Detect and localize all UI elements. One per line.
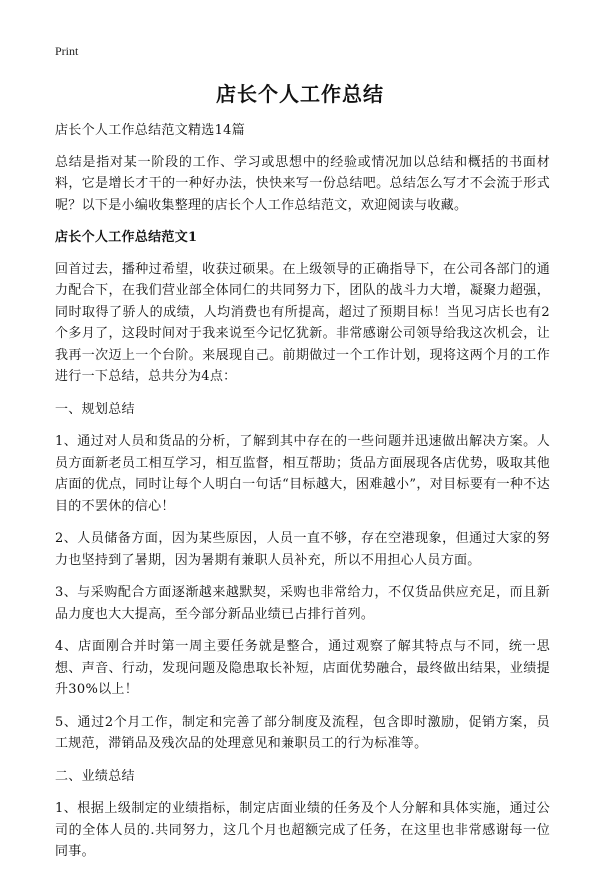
sample-heading: 店长个人工作总结范文1	[55, 230, 198, 245]
part2-item: 1、根据上级制定的业绩指标，制定店面业绩的任务及个人分解和具体实施，通过公司的全体人员的.共同努力，这几个月也超额完成了任务，在这里也非常感谢每一位同事。	[55, 801, 550, 859]
part1-item: 1、通过对人员和货品的分析，了解到其中存在的一些问题并迅速做出解决方案。人员方面新老员工相互学习，相互监督，相互帮助；货品方面展现各店优势，吸取其他店面的优点，同时让每个人明白一句话“目标越大，困难越小”，对目标要有一种不达目的不罢休的信心！	[55, 434, 550, 514]
opening-paragraph: 回首过去，播种过希望，收获过硕果。在上级领导的正确指导下，在公司各部门的通力配合下，在我们营业部全体同仁的共同努力下，团队的战斗力大增，凝聚力超强，同时取得了骄人的成绩，人均消费也有所提高，超过了预期目标！当见习店长也有2个多月了，这段时间对于我来说至今记忆犹新。非常感谢公司领导给我这次机会，让我再一次迈上一个台阶。来展现自己。前期做过一个工作计划，现将这两个月的工作进行一下总结，总共分为4点：	[55, 261, 550, 384]
part1-item: 3、与采购配合方面逐渐越来越默契，采购也非常给力，不仅货品供应充足，而且新品力度也大大提高，至今部分新品业绩已占排行首列。	[55, 585, 550, 622]
part1-item: 4、店面刚合并时第一周主要任务就是整合，通过观察了解其特点与不同，统一思想、声音、行动，发现问题及隐患取长补短，店面优势融合，最终做出结果，业绩提升30%以上！	[55, 639, 550, 697]
part1-item: 2、人员储备方面，因为某些原因，人员一直不够，存在空港现象，但通过大家的努力也坚持到了暑期，因为暑期有兼职人员补充，所以不用担心人员方面。	[55, 531, 550, 568]
part1-item: 5、通过2个月工作，制定和完善了部分制度及流程，包含即时激励，促销方案，员工规范，滞销品及残次品的处理意见和兼职员工的行为标准等。	[55, 714, 550, 751]
document-subtitle: 店长个人工作总结范文精选14篇	[55, 123, 246, 138]
document-title: 店长个人工作总结	[216, 82, 384, 106]
part1-heading: 一、规划总结	[55, 401, 135, 417]
print-link[interactable]: Print	[55, 44, 79, 58]
document-body	[55, 120, 550, 874]
part2-heading: 二、业绩总结	[55, 768, 135, 784]
intro-paragraph: 总结是指对某一阶段的工作、学习或思想中的经验或情况加以总结和概括的书面材料，它是增长才干的一种好办法，快快来写一份总结吧。总结怎么写才不会流于形式呢？以下是小编收集整理的店长个人工作总结范文，欢迎阅读与收藏。	[55, 154, 550, 213]
